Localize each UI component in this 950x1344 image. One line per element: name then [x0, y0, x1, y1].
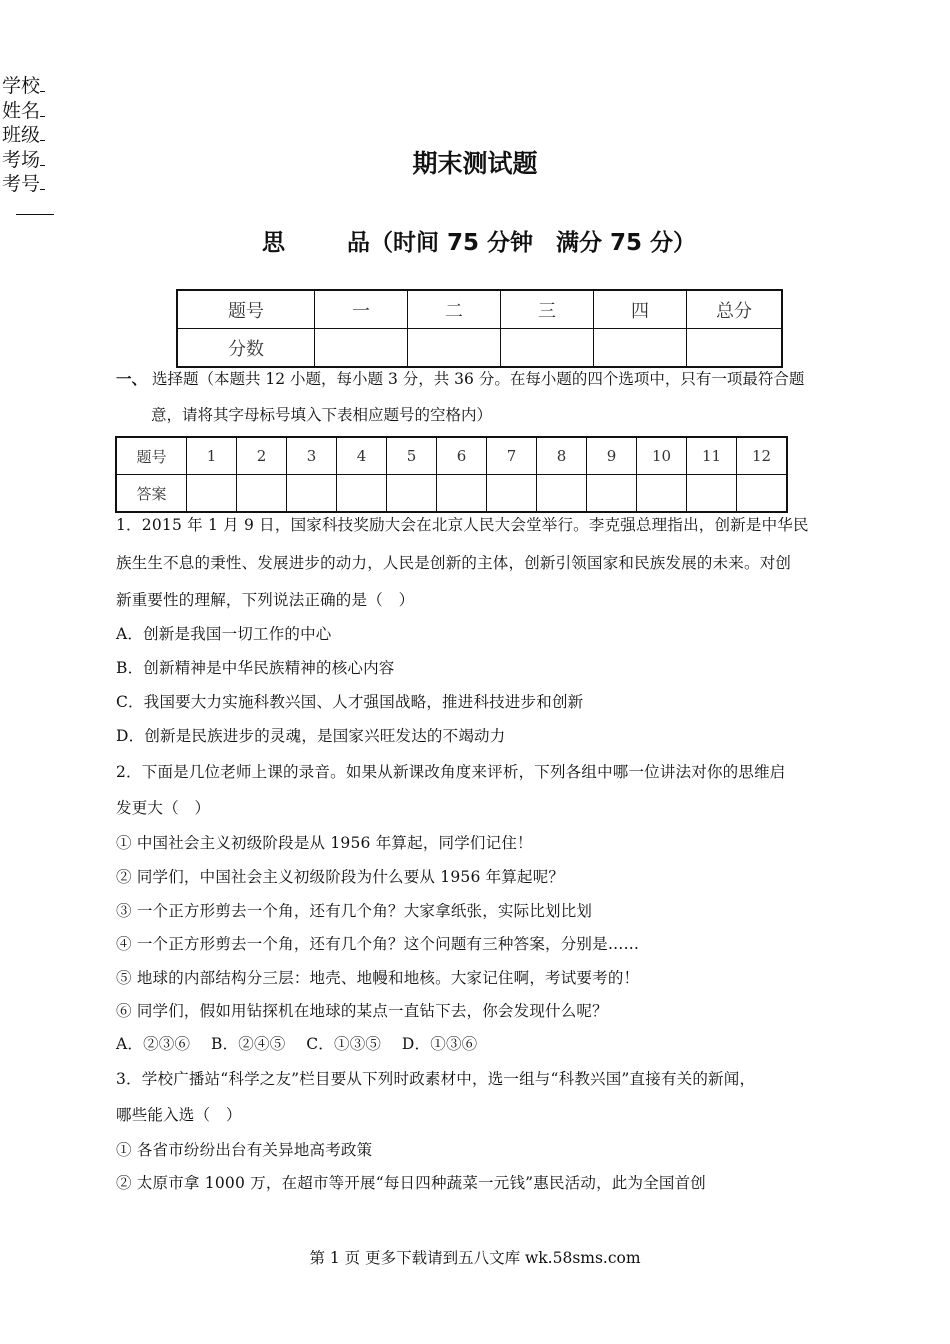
answer-cell[interactable] [537, 475, 587, 513]
answer-cell[interactable] [637, 475, 687, 513]
text-line: ④ 一个正方形剪去一个角，还有几个角？这个问题有三种答案，分别是…… [116, 935, 640, 953]
table-cell: 10 [637, 437, 687, 475]
answer-header-row [116, 437, 787, 475]
exam-number-field: 考号 [2, 172, 45, 197]
table-cell: 4 [337, 437, 387, 475]
answer-cell[interactable] [337, 475, 387, 513]
text-line: ① 中国社会主义初级阶段是从 1956 年算起，同学们记住！ [116, 834, 533, 852]
table-cell: 分数 [177, 329, 315, 368]
table-cell: 一 [315, 290, 408, 329]
sidebar-underline [16, 214, 54, 215]
table-cell: 题号 [177, 290, 315, 329]
table-cell: 四 [594, 290, 687, 329]
option-line: A．创新是我国一切工作的中心 [116, 625, 332, 643]
score-header-row [177, 290, 782, 329]
table-cell: 总分 [687, 290, 783, 329]
answer-value-row [116, 475, 787, 513]
text-line: 族生生不息的秉性、发展进步的动力，人民是创新的主体，创新引领国家和民族发展的未来。对创 [116, 554, 792, 572]
answer-cell[interactable] [187, 475, 237, 513]
table-cell: 12 [737, 437, 788, 475]
score-cell[interactable] [687, 329, 783, 368]
score-cell[interactable] [315, 329, 408, 368]
option-line: A．②③⑥ B．②④⑤ C．①③⑤ D．①③⑥ [116, 1035, 478, 1053]
score-cell[interactable] [594, 329, 687, 368]
table-cell: 7 [487, 437, 537, 475]
answer-cell[interactable] [687, 475, 737, 513]
text-line: ⑥ 同学们，假如用钻探机在地球的某点一直钻下去，你会发现什么呢？ [116, 1002, 608, 1020]
text-line: 哪些能入选（ ） [116, 1106, 242, 1124]
table-cell: 三 [501, 290, 594, 329]
page-title: 期末测试题 [412, 149, 538, 178]
answer-cell[interactable] [237, 475, 287, 513]
text-line: ② 同学们，中国社会主义初级阶段为什么要从 1956 年算起呢？ [116, 868, 565, 886]
text-line: ③ 一个正方形剪去一个角，还有几个角？大家拿纸张，实际比划比划 [116, 902, 593, 920]
answer-cell[interactable] [287, 475, 337, 513]
score-table [176, 289, 783, 368]
text-line: 1．2015 年 1 月 9 日，国家科技奖励大会在北京人民大会堂举行。李克强总理指出，创新是中华民 [116, 516, 809, 534]
exam-room-field: 考场 [2, 148, 45, 173]
section-1-instructions: 一、 选择题（本题共 12 小题，每小题 3 分，共 36 分。在每小题的四个选项中，只有一项最符合题 意，请将其字母标号填入下表相应题号的空格内） [116, 370, 805, 424]
name-field: 姓名 [2, 99, 45, 124]
text-line: ② 太原市拿 1000 万，在超市等开展“每日四种蔬菜一元钱”惠民活动，此为全国首创 [116, 1174, 706, 1192]
table-cell: 二 [408, 290, 501, 329]
table-cell: 9 [587, 437, 637, 475]
answer-table [115, 436, 788, 513]
table-cell: 11 [687, 437, 737, 475]
text-line: 新重要性的理解，下列说法正确的是（ ） [116, 591, 415, 609]
table-cell: 1 [187, 437, 237, 475]
score-cell[interactable] [501, 329, 594, 368]
page-subtitle: 思 品（时间 75 分钟 满分 75 分） [262, 230, 697, 256]
answer-cell[interactable] [737, 475, 788, 513]
answer-cell[interactable] [437, 475, 487, 513]
option-line: B．创新精神是中华民族精神的核心内容 [116, 659, 395, 677]
score-cell[interactable] [408, 329, 501, 368]
text-line: 2．下面是几位老师上课的录音。如果从新课改角度来评析，下列各组中哪一位讲法对你的思维启 [116, 763, 786, 781]
table-cell: 6 [437, 437, 487, 475]
text-line: ① 各省市纷纷出台有关异地高考政策 [116, 1141, 373, 1159]
table-cell: 题号 [116, 437, 187, 475]
table-cell: 2 [237, 437, 287, 475]
score-value-row [177, 329, 782, 368]
answer-cell[interactable] [487, 475, 537, 513]
text-line: ⑤ 地球的内部结构分三层：地壳、地幔和地核。大家记住啊，考试要考的！ [116, 969, 640, 987]
table-cell: 答案 [116, 475, 187, 513]
answer-cell[interactable] [387, 475, 437, 513]
class-field: 班级 [2, 123, 45, 148]
school-field: 学校 [2, 74, 45, 99]
option-line: D．创新是民族进步的灵魂，是国家兴旺发达的不竭动力 [116, 727, 506, 745]
table-cell: 8 [537, 437, 587, 475]
table-cell: 3 [287, 437, 337, 475]
text-line: 3．学校广播站“科学之友”栏目要从下列时政素材中，选一组与“科教兴国”直接有关的新闻， [116, 1070, 756, 1088]
text-line: 发更大（ ） [116, 799, 211, 817]
answer-cell[interactable] [587, 475, 637, 513]
page-footer: 第 1 页 更多下载请到五八文库 wk.58sms.com [309, 1249, 641, 1267]
table-cell: 5 [387, 437, 437, 475]
option-line: C．我国要大力实施科教兴国、人才强国战略，推进科技进步和创新 [116, 693, 584, 711]
